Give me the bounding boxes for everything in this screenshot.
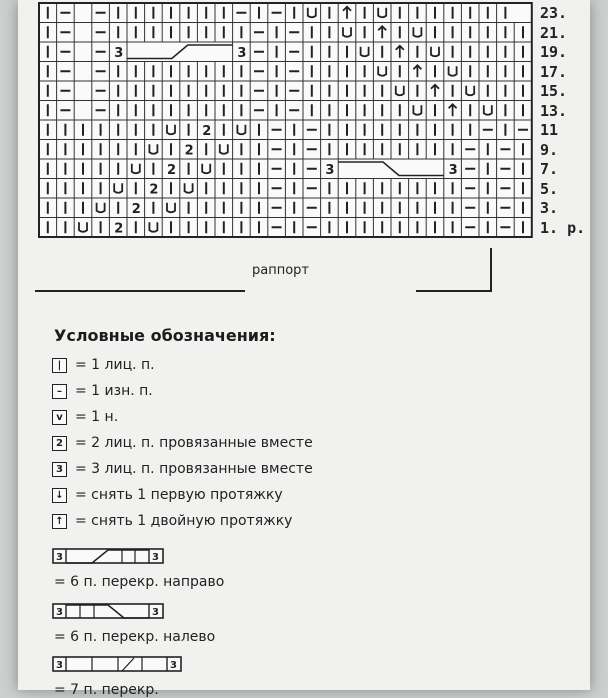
- cable-left-number: 3: [56, 607, 63, 618]
- cable-number: 3: [237, 45, 247, 61]
- legend-title: Условные обозначения:: [54, 326, 276, 345]
- legend-text: = 1 изн. п.: [75, 383, 153, 399]
- purl-icon: –: [52, 384, 67, 399]
- row-number: 17.: [540, 62, 568, 81]
- cable-left-number: 3: [56, 552, 63, 563]
- row-number: 5.: [540, 179, 559, 198]
- k2tog-stitch: 2: [202, 123, 212, 139]
- knit-icon: |: [52, 358, 67, 373]
- k2tog-icon: 2: [52, 436, 67, 451]
- k2tog-stitch: 2: [149, 182, 159, 198]
- rapport-left-line: [35, 290, 245, 292]
- cable-left-text: = 6 п. перекр. налево: [54, 629, 216, 645]
- row-number: 1. р.: [540, 218, 586, 237]
- legend-item-purl: [52, 381, 153, 401]
- row-number: 13.: [540, 101, 568, 120]
- cable-number: 3: [448, 162, 458, 178]
- row-number: 23.: [540, 4, 568, 22]
- legend-text: = снять 1 двойную протяжку: [75, 513, 293, 529]
- row-number: 19.: [540, 43, 568, 61]
- rapport-right-bracket: [490, 248, 492, 292]
- legend-text: = 1 н.: [75, 409, 119, 425]
- legend-item-slip-double: [52, 511, 292, 531]
- rapport-right-line: [416, 290, 492, 292]
- row-number: 7.: [540, 160, 559, 178]
- cable-right-number: 3: [152, 607, 159, 618]
- legend-item-slip-first: [52, 485, 283, 505]
- row-number: 15.: [540, 82, 568, 100]
- row-number: 3.: [540, 199, 559, 217]
- rapport-label: раппорт: [252, 263, 309, 278]
- cable-number: 3: [114, 45, 124, 61]
- row-number: 21.: [540, 23, 568, 42]
- cable-right-icon: [52, 548, 164, 564]
- chart-grid: [38, 2, 538, 252]
- row-number: 11: [540, 121, 559, 139]
- cable-right-text: = 6 п. перекр. направо: [54, 574, 225, 590]
- cable-right-number: 3: [170, 660, 177, 671]
- k2tog-stitch: 2: [167, 162, 177, 178]
- row-number: 9.: [540, 140, 559, 159]
- legend-text: = 1 лиц. п.: [75, 357, 155, 373]
- cable-left-icon: [52, 603, 164, 619]
- legend-text: = снять 1 первую протяжку: [75, 487, 283, 503]
- pattern-sheet: [18, 0, 590, 698]
- legend-text: = 2 лиц. п. провязанные вместе: [75, 435, 313, 451]
- cable-number: 3: [325, 162, 335, 178]
- k2tog-stitch: 2: [131, 201, 141, 217]
- k2tog-stitch: 2: [184, 143, 194, 159]
- legend-item-k3tog: [52, 459, 313, 479]
- cable-7-text: = 7 п. перекр.: [54, 682, 159, 698]
- legend-item-yarn-over: [52, 407, 118, 427]
- yarn-over-icon: v: [52, 410, 67, 425]
- slip-first-icon: ↓: [52, 488, 67, 503]
- cable-7-icon: [52, 656, 182, 672]
- legend-item-k2tog: [52, 433, 313, 453]
- legend-item-knit: [52, 355, 155, 375]
- k3tog-icon: 3: [52, 462, 67, 477]
- cable-right-number: 3: [152, 552, 159, 563]
- slip-double-icon: ↑: [52, 514, 67, 529]
- legend-text: = 3 лиц. п. провязанные вместе: [75, 461, 313, 477]
- cable-left-number: 3: [56, 660, 63, 671]
- k2tog-stitch: 2: [114, 221, 124, 237]
